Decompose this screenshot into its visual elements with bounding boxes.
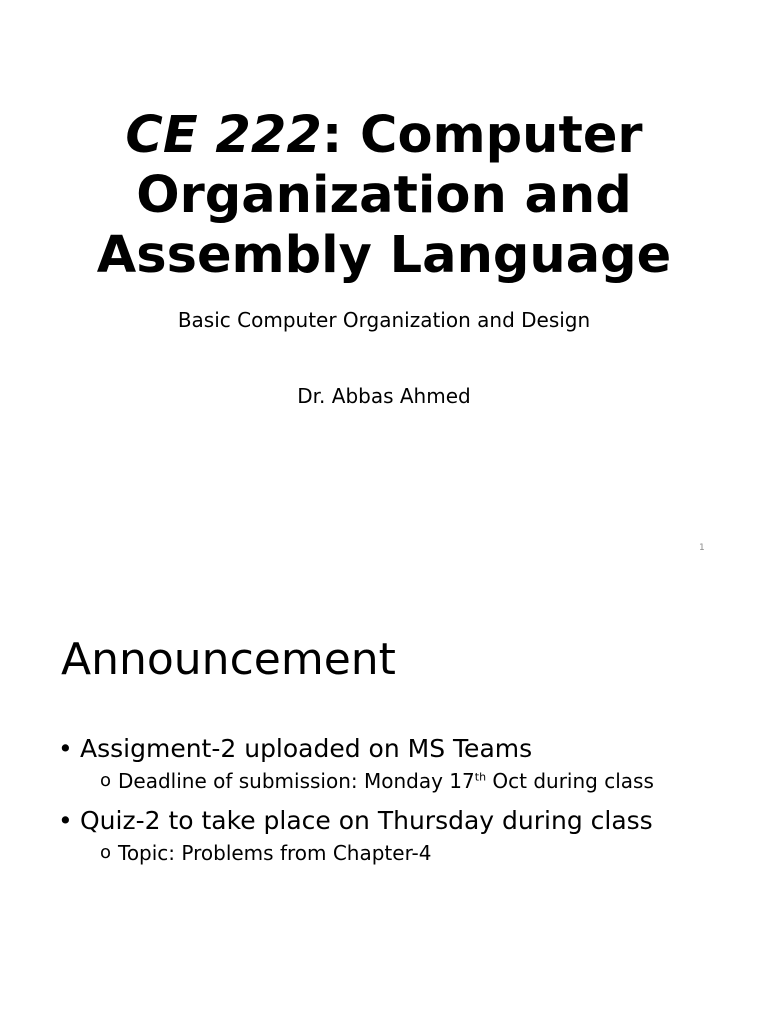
announcement-slide [0,576,768,1024]
slide-subtitle: Basic Computer Organization and Design [177,308,591,332]
bullet-text: Quiz-2 to take place on Thursday during class [80,806,653,835]
title-line-1: : Computer [321,106,643,165]
bullet-icon: • [58,806,73,835]
sub-list-item [100,838,738,868]
author-name: Dr. Abbas Ahmed [297,384,471,408]
title-line-3: Assembly Language [96,226,672,285]
course-code: CE 222 [125,106,322,165]
title-line-2: Organization and [136,166,632,225]
sub-bullet-text [118,766,654,796]
page-number: 1 [699,543,705,553]
sub-list-item [100,766,738,796]
deadline-text-end: Oct during class [486,769,654,793]
ordinal-suffix: th [474,770,487,784]
deadline-text: Deadline of submission: Monday 17 [118,769,475,793]
slide-heading: Announcement [61,634,396,685]
bullet-text: Assigment-2 uploaded on MS Teams [80,734,533,763]
sub-bullet-text: Topic: Problems from Chapter-4 [118,841,432,865]
bullet-icon: • [58,734,73,763]
bullet-list [58,732,738,876]
list-item [58,804,738,838]
sub-bullet-icon: o [100,770,112,791]
slide-title [0,106,768,286]
list-item [58,732,738,766]
sub-bullet-icon: o [100,842,112,863]
